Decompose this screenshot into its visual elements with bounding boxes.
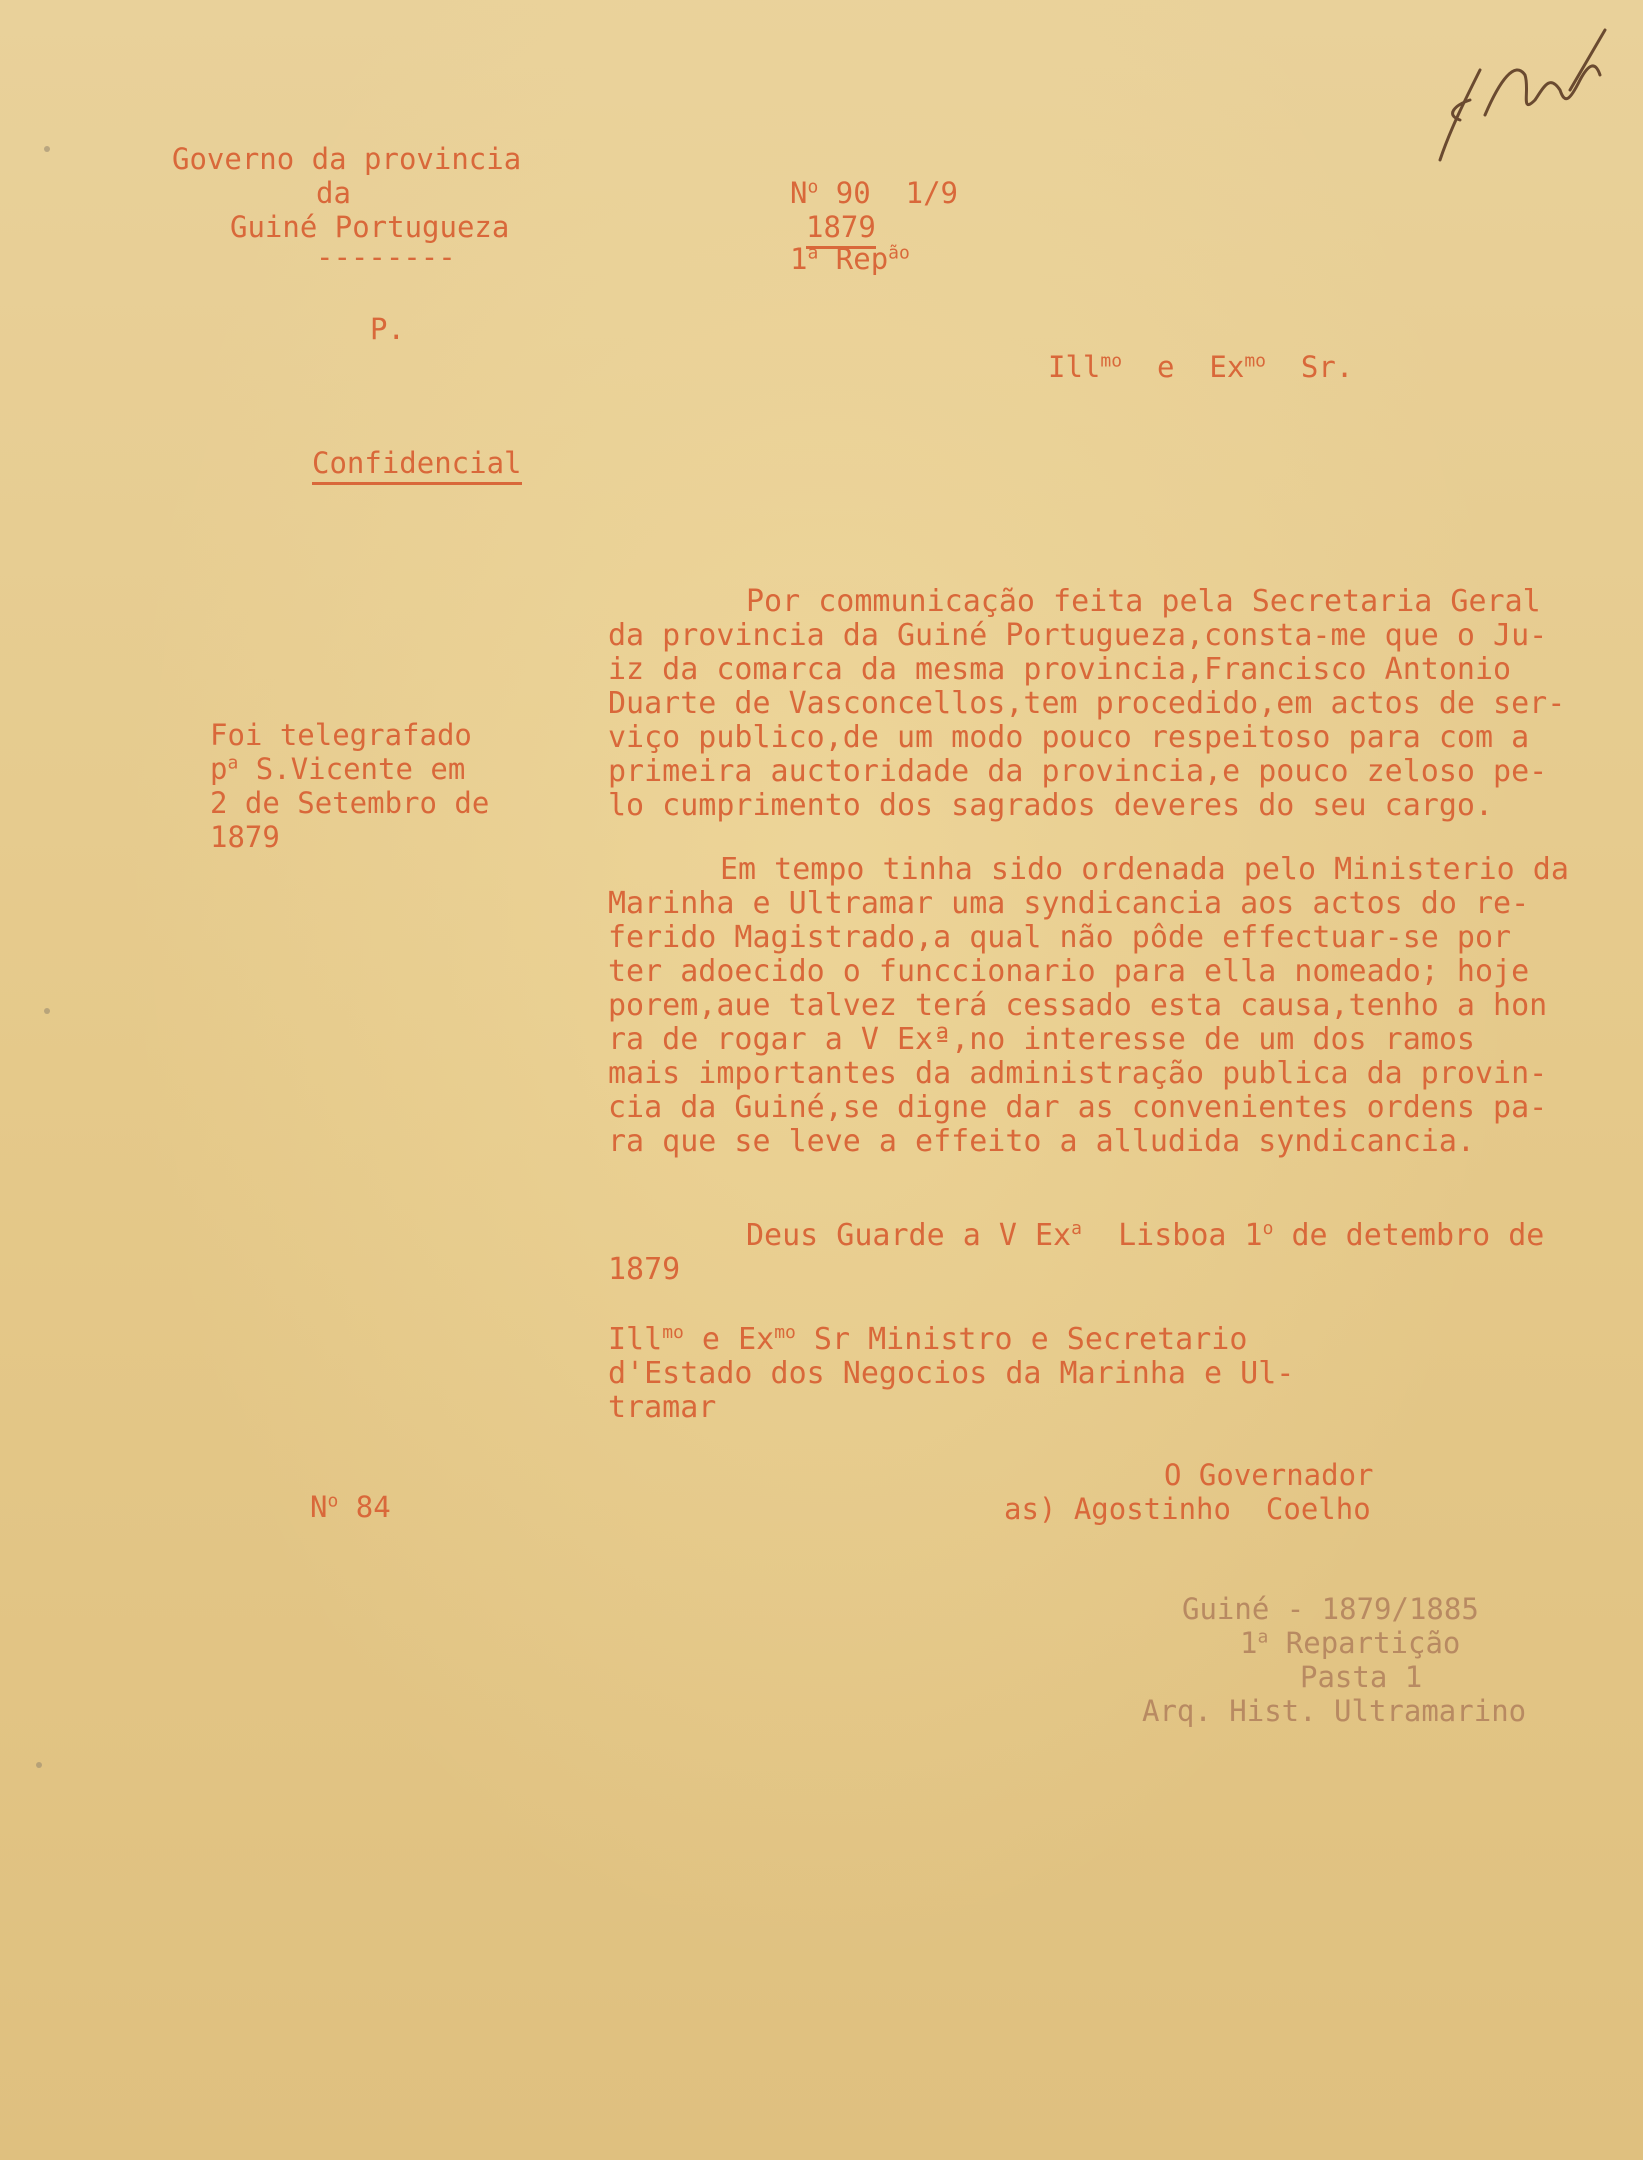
- body-p2-line-8: cia da Guiné,se digne dar as convenientes ordens pa-: [608, 1090, 1548, 1125]
- closing-line-2: 1879: [608, 1252, 681, 1287]
- margin-hole: [36, 1762, 42, 1768]
- header-line-2: da: [316, 176, 351, 210]
- archive-line-2: 1$^a$ Repartição: [1240, 1626, 1461, 1660]
- margin-note-line-3: 2 de Setembro de: [210, 786, 490, 820]
- body-p1-line-6: primeira auctoridade da provincia,e pouco zeloso pe-: [608, 754, 1548, 789]
- body-p1-line-4: Duarte de Vasconcellos,tem procedido,em actos de ser-: [608, 686, 1566, 721]
- body-p2-line-4: ter adoecido o funccionario para ella nomeado; hoje: [608, 954, 1530, 989]
- margin-hole: [44, 1008, 50, 1014]
- margin-note-line-2: $p^a$ S.Vicente em: [210, 752, 466, 786]
- reference-number: $N^o$ 90 1/9: [790, 176, 958, 210]
- body-p1-line-1: Por communicação feita pela Secretaria Geral: [746, 584, 1541, 619]
- handwritten-signature: [1420, 20, 1620, 180]
- header-line-1: Governo da provincia: [172, 142, 522, 176]
- body-p2-line-3: ferido Magistrado,a qual não pôde effectuar-se por: [608, 920, 1512, 955]
- archive-line-1: Guiné - 1879/1885: [1182, 1592, 1479, 1626]
- body-p1-line-3: iz da comarca da mesma provincia,Francisco Antonio: [608, 652, 1512, 687]
- body-p2-line-5: porem,aue talvez terá cessado esta causa,tenho a hon: [608, 988, 1548, 1023]
- header-divider: --------: [316, 240, 456, 274]
- confidential-label: Confidencial: [312, 446, 522, 485]
- addressee-line-3: tramar: [608, 1390, 717, 1425]
- salutation: Ill$^{mo}$ e $Ex^{mo}$ Sr.: [1048, 350, 1354, 384]
- reference-year: 1879: [806, 210, 876, 249]
- body-p1-line-2: da provincia da Guiné Portugueza,consta-me que o Ju-: [608, 618, 1548, 653]
- margin-note-line-4: 1879: [210, 820, 280, 854]
- addressee-line-2: d'Estado dos Negocios da Marinha e Ul-: [608, 1356, 1295, 1391]
- header-line-3: Guiné Portugueza: [230, 210, 510, 244]
- body-p2-line-7: mais importantes da administração publica da provin-: [608, 1056, 1548, 1091]
- archive-line-4: Arq. Hist. Ultramarino: [1142, 1694, 1527, 1728]
- reference-section: 1$^a$ Rep$^{ão}$: [790, 242, 910, 276]
- archive-line-3: Pasta 1: [1300, 1660, 1423, 1694]
- body-p2-line-6: ra de rogar a V Exª,no interesse de um dos ramos: [608, 1022, 1475, 1057]
- body-p2-line-2: Marinha e Ultramar uma syndicancia aos actos do re-: [608, 886, 1530, 921]
- governor-name: as) Agostinho Coelho: [1004, 1492, 1371, 1526]
- p-mark: P.: [370, 312, 405, 346]
- body-p1-line-5: viço publico,de um modo pouco respeitoso para com a: [608, 720, 1530, 755]
- body-p2-line-1: Em tempo tinha sido ordenada pelo Ministerio da: [720, 852, 1569, 887]
- closing-line-1: Deus Guarde a V Ex$^a$ Lisboa 1$^o$ de detembro de: [746, 1218, 1545, 1253]
- body-p2-line-9: ra que se leve a effeito a alludida syndicancia.: [608, 1124, 1475, 1159]
- body-p1-line-7: lo cumprimento dos sagrados deveres do seu cargo.: [608, 788, 1494, 823]
- margin-hole: [44, 146, 50, 152]
- addressee-line-1: Ill$^{mo}$ e $Ex^{mo}$ Sr Ministro e Secretario: [608, 1322, 1248, 1357]
- document-number: $N^o$ 84: [310, 1490, 391, 1524]
- margin-note-line-1: Foi telegrafado: [210, 718, 472, 752]
- governor-title: O Governador: [1164, 1458, 1374, 1492]
